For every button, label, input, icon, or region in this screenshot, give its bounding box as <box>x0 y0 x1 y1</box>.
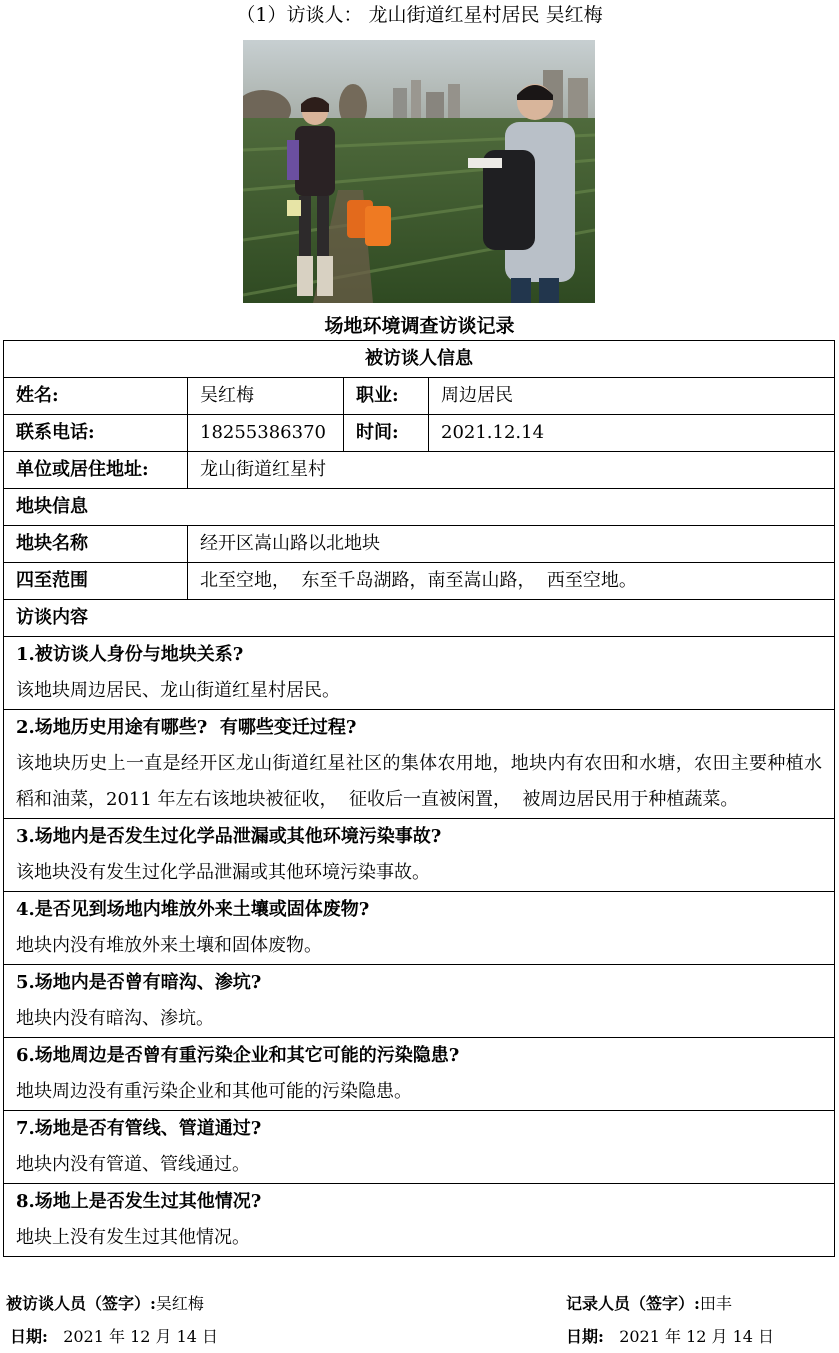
date-value: 2021 年 12 月 14 日 <box>619 1327 775 1346</box>
interview-photo <box>243 40 595 303</box>
answer: 地块内没有管道、管线通过。 <box>16 1154 250 1175</box>
plot-range-value: 北至空地， 东至千岛湖路，南至嵩山路， 西至空地。 <box>188 563 835 600</box>
photo-caption: （1）访谈人： 龙山街道红星村居民 吴红梅 <box>236 4 603 26</box>
job-label: 职业: <box>344 378 429 415</box>
name-value: 吴红梅 <box>188 378 344 415</box>
qa-item <box>4 1184 835 1257</box>
recorder-signature <box>566 1294 732 1314</box>
time-value: 2021.12.14 <box>429 415 835 452</box>
time-label: 时间: <box>344 415 429 452</box>
document-title: 场地环境调查访谈记录 <box>324 315 515 337</box>
interview-section-header: 访谈内容 <box>4 600 835 637</box>
plot-range-label: 四至范围 <box>4 563 188 600</box>
interview-record-table <box>3 340 835 1257</box>
phone-label: 联系电话: <box>4 415 188 452</box>
plot-name-value: 经开区嵩山路以北地块 <box>188 526 835 563</box>
interviewee-signature <box>6 1294 204 1314</box>
plot-section-header: 地块信息 <box>4 489 835 526</box>
question: 6.场地周边是否曾有重污染企业和其它可能的污染隐患? <box>16 1045 460 1066</box>
answer: 地块上没有发生过其他情况。 <box>16 1227 250 1248</box>
phone-value: 18255386370 <box>188 415 344 452</box>
question: 8.场地上是否发生过其他情况? <box>16 1191 262 1212</box>
question: 7.场地是否有管线、管道通过? <box>16 1118 262 1139</box>
address-value: 龙山街道红星村 <box>188 452 835 489</box>
answer: 地块内没有堆放外来土壤和固体废物。 <box>16 935 322 956</box>
question: 5.场地内是否曾有暗沟、渗坑? <box>16 972 262 993</box>
interviewee-date <box>10 1327 218 1347</box>
interviewee-section-header: 被访谈人信息 <box>4 341 835 378</box>
question: 3.场地内是否发生过化学品泄漏或其他环境污染事故? <box>16 826 442 847</box>
answer: 地块周边没有重污染企业和其他可能的污染隐患。 <box>16 1081 412 1102</box>
recorder-date <box>566 1327 774 1347</box>
qa-item <box>4 819 835 892</box>
recorder-sign-label: 记录人员（签字）: <box>566 1294 700 1313</box>
answer: 该地块没有发生过化学品泄漏或其他环境污染事故。 <box>16 862 430 883</box>
qa-item <box>4 892 835 965</box>
name-label: 姓名: <box>4 378 188 415</box>
date-label: 日期: <box>10 1327 48 1346</box>
date-label: 日期: <box>566 1327 604 1346</box>
answer: 该地块周边居民、龙山街道红星村居民。 <box>16 680 340 701</box>
job-value: 周边居民 <box>429 378 835 415</box>
plot-name-label: 地块名称 <box>4 526 188 563</box>
answer: 该地块历史上一直是经开区龙山街道红星社区的集体农用地，地块内有农田和水塘，农田主要种植水稻和油菜，2011 年左右该地块被征收， 征收后一直被闲置， 被周边居民用于种植蔬菜。 <box>16 753 822 810</box>
question: 2.场地历史用途有哪些? 有哪些变迁过程? <box>16 717 357 738</box>
date-value: 2021 年 12 月 14 日 <box>63 1327 219 1346</box>
qa-item <box>4 1038 835 1111</box>
answer: 地块内没有暗沟、渗坑。 <box>16 1008 214 1029</box>
question: 4.是否见到场地内堆放外来土壤或固体废物? <box>16 899 370 920</box>
qa-item <box>4 710 835 819</box>
interviewee-sign-value: 吴红梅 <box>155 1294 204 1313</box>
question: 1.被访谈人身份与地块关系? <box>16 644 244 665</box>
qa-item <box>4 637 835 710</box>
qa-item <box>4 1111 835 1184</box>
address-label: 单位或居住地址: <box>4 452 188 489</box>
qa-item <box>4 965 835 1038</box>
recorder-sign-value: 田丰 <box>699 1294 732 1313</box>
interviewee-sign-label: 被访谈人员（签字）: <box>6 1294 156 1313</box>
